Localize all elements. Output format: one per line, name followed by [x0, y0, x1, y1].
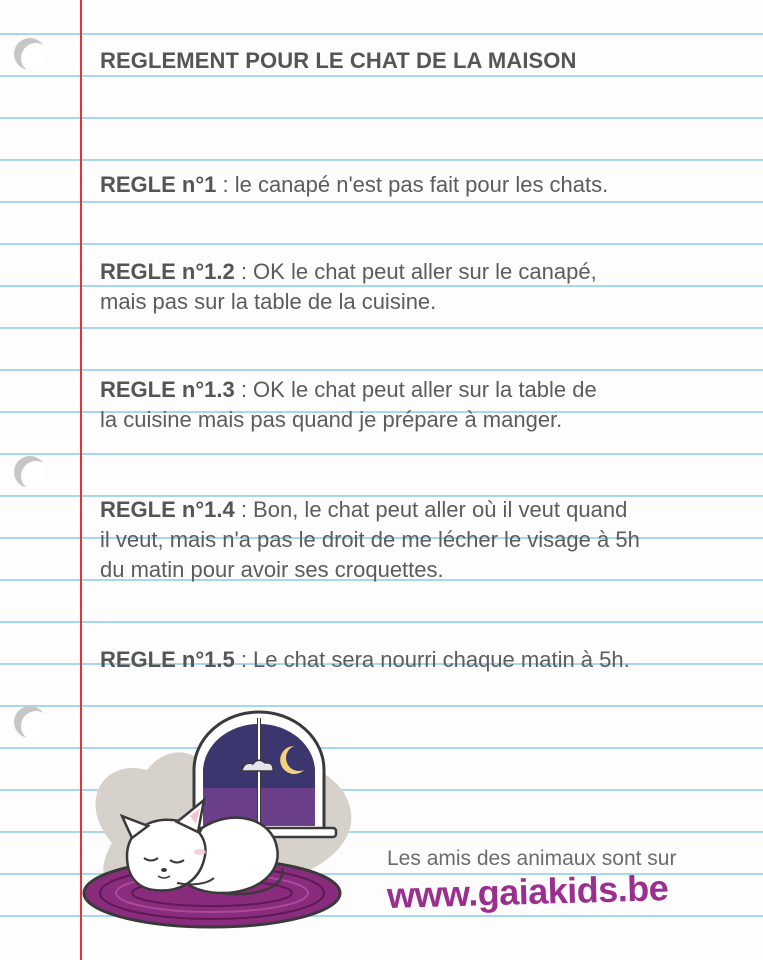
- rule-5-line-1: [100, 645, 740, 675]
- binder-hole-top: [14, 38, 46, 70]
- rule-4-label: REGLE n°1.4: [100, 497, 235, 522]
- rule-1-text: : le canapé n'est pas fait pour les chats.: [216, 172, 609, 197]
- rule-2-text: : OK le chat peut aller sur le canapé,: [234, 259, 597, 284]
- rule-1-label: REGLE n°1: [100, 172, 217, 197]
- rule-2-line-2: mais pas sur la table de la cuisine.: [100, 289, 437, 314]
- promo-website-link[interactable]: www.gaiakids.be: [386, 867, 669, 916]
- rule-3-text: : OK le chat peut aller sur la table de: [234, 377, 597, 402]
- rule-4-line-2: il veut, mais n'a pas le droit de me lécher le visage à 5h: [100, 527, 640, 552]
- rule-5-label: REGLE n°1.5: [100, 647, 235, 672]
- promo-text: Les amis des animaux sont sur: [387, 847, 677, 870]
- page-title: REGLEMENT POUR LE CHAT DE LA MAISON: [100, 48, 577, 73]
- rule-5-text: : Le chat sera nourri chaque matin à 5h.: [234, 647, 630, 672]
- sleeping-cat-illustration: [82, 708, 352, 948]
- rule-5: [100, 645, 740, 675]
- rule-3: [100, 375, 740, 435]
- rule-4-line-3: du matin pour avoir ses croquettes.: [100, 557, 444, 582]
- rule-2: [100, 257, 740, 317]
- promo-block: [387, 847, 747, 917]
- rule-2-line-1: [100, 257, 740, 287]
- window-icon: [182, 712, 336, 837]
- rule-1: [100, 170, 740, 200]
- rule-3-line-1: [100, 375, 740, 405]
- rule-4: [100, 495, 740, 585]
- binder-hole-bottom: [14, 706, 46, 738]
- rule-3-label: REGLE n°1.3: [100, 377, 235, 402]
- rule-3-line-2: la cuisine mais pas quand je prépare à manger.: [100, 407, 563, 432]
- rule-1-line-1: [100, 170, 740, 200]
- rule-2-label: REGLE n°1.2: [100, 259, 235, 284]
- rule-4-line-1: [100, 495, 740, 525]
- rule-4-text: : Bon, le chat peut aller où il veut quand: [234, 497, 628, 522]
- binder-hole-middle: [14, 456, 46, 488]
